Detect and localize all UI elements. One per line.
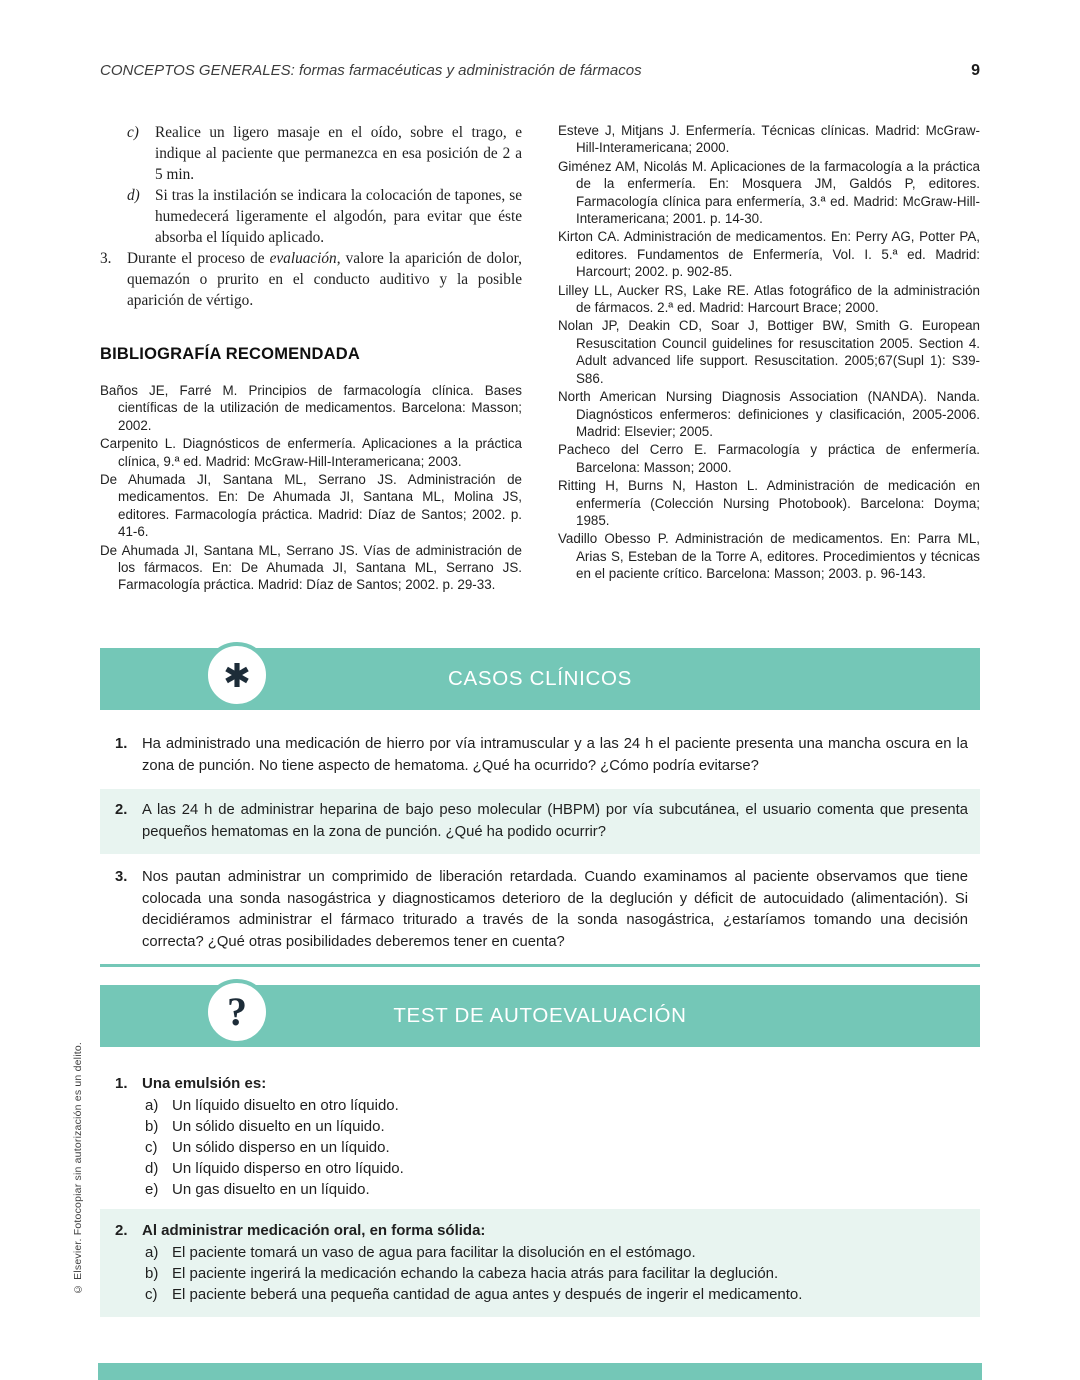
left-column xyxy=(100,122,522,595)
answer-option xyxy=(100,1284,980,1305)
section-divider xyxy=(100,964,980,967)
answer-option xyxy=(100,1179,980,1200)
question-stem xyxy=(100,1220,980,1242)
right-column xyxy=(558,122,980,595)
option-text: El paciente ingerirá la medicación echando la cabeza hacia atrás para facilitar la deglución. xyxy=(172,1265,779,1282)
answer-option xyxy=(100,1116,980,1137)
item-text: Ha administrado una medicación de hierro por vía intramuscular y a las 24 h el paciente presenta una mancha oscura en la zona de punción. No tiene aspecto de hematoma. ¿Qué ha ocurrido? ¿Cómo podría evitarse? xyxy=(142,736,968,774)
question-mark-icon xyxy=(204,979,270,1045)
question-mark-glyph: ? xyxy=(227,989,247,1034)
option-text: Un gas disuelto en un líquido. xyxy=(172,1181,370,1198)
step-marker: 3. xyxy=(100,250,112,267)
answer-option xyxy=(100,1158,980,1179)
option-text: Un sólido disperso en un líquido. xyxy=(172,1139,390,1156)
bibliography-entry: Pacheco del Cerro E. Farmacología y práctica de enfermería. Barcelona: Masson; 2000. xyxy=(558,442,980,475)
option-text: Un líquido disperso en otro líquido. xyxy=(172,1160,404,1177)
step-text: Si tras la instilación se indicara la colocación de tapones, se humedecerá ligeramente el algodón, para evitar que éste absorba el líquido aplicado. xyxy=(155,187,522,246)
bibliography-entry: Ritting H, Burns N, Haston L. Administración de medicación en enfermería (Colección Nursing Photobook). Barcelona: Doyma; 1985. xyxy=(558,478,980,528)
item-text: Nos pautan administrar un comprimido de liberación retardada. Cuando examinamos al paciente observamos que tiene colocada una sonda nasogástrica y diagnosticamos deterioro de la deglución y déficit de autocuidado (alimentación). Si decidiéramos administrar el fármaco triturado a través de la sonda nasogástrica, ¿estaríamos tomando una decisión correcta? ¿Qué otras posibilidades deberemos tener en cuenta? xyxy=(142,869,968,950)
option-text: El paciente tomará un vaso de agua para facilitar la disolución en el estómago. xyxy=(172,1244,696,1261)
self-assessment-banner xyxy=(100,985,980,1047)
question-stem-text: Una emulsión es: xyxy=(142,1075,267,1092)
option-text: El paciente beberá una pequeña cantidad de agua antes y después de ingerir el medicamento. xyxy=(172,1286,803,1303)
procedure-step-3 xyxy=(100,248,522,311)
step-text xyxy=(127,248,522,311)
step-text-pre: Durante el proceso de xyxy=(127,250,270,267)
page-number: 9 xyxy=(971,62,980,79)
clinical-cases-section xyxy=(100,648,980,967)
clinical-case-item xyxy=(100,734,980,777)
item-text: A las 24 h de administrar heparina de bajo peso molecular (HBPM) por vía subcutánea, el usuario comenta que presenta pequeños hematomas en la zona de punción. ¿Qué ha podido ocurrir? xyxy=(142,802,968,840)
item-number: 1. xyxy=(115,736,128,752)
bibliography-entry: Giménez AM, Nicolás M. Aplicaciones de la farmacología a la práctica de la enfermería. En: Mosquera JM, Galdós P, editores. Farmacología clínica para enfermería, 3.ª ed. Madrid: McGraw-Hill-Interamericana; 2001. p. 14-30. xyxy=(558,158,980,227)
step-text-italic: evaluación xyxy=(269,250,337,267)
test-question-2-highlighted xyxy=(100,1209,980,1317)
bibliography-heading: BIBLIOGRAFÍA RECOMENDADA xyxy=(100,345,360,363)
bibliography-entry: North American Nursing Diagnosis Association (NANDA). Nanda. Diagnósticos enfermeros: definiciones y clasificación, 2005-2006. Madrid: Elsevier; 2005. xyxy=(558,389,980,439)
option-letter: b) xyxy=(145,1265,159,1282)
option-text: Un líquido disuelto en otro líquido. xyxy=(172,1097,399,1114)
self-assessment-section xyxy=(100,985,980,1317)
bibliography-entry: De Ahumada JI, Santana ML, Serrano JS. Administración de medicamentos. En: De Ahumada JI, Santana ML, Molina JS, editores. Farmacología práctica. Madrid: Díaz de Santos; 2002. p. 41-6. xyxy=(100,472,522,540)
bibliography-entry: Kirton CA. Administración de medicamentos. En: Perry AG, Potter PA, editores. Fundamentos de Enfermería, Vol. I. 5.ª ed. Madrid: Harcourt; 2002. p. 902-85. xyxy=(558,229,980,280)
option-letter: b) xyxy=(145,1118,159,1135)
option-letter: a) xyxy=(145,1244,159,1261)
bibliography-entry: Carpenito L. Diagnósticos de enfermería. Aplicaciones a la práctica clínica, 9.ª ed. Madrid: McGraw-Hill-Interamericana; 2003. xyxy=(100,436,522,469)
procedure-step-c xyxy=(127,122,522,185)
answer-option xyxy=(100,1242,980,1263)
step-text-post: , valore la aparición de dolor, quemazón o prurito en el conducto auditivo y la posible aparición de vértigo. xyxy=(127,250,522,309)
self-assessment-title: TEST DE AUTOEVALUACIÓN xyxy=(393,1004,687,1027)
test-question-1 xyxy=(100,1073,980,1200)
option-letter: e) xyxy=(145,1181,159,1198)
answer-option xyxy=(100,1263,980,1284)
option-letter: c) xyxy=(145,1286,158,1303)
asterisk-icon xyxy=(204,642,270,708)
question-stem xyxy=(100,1073,980,1095)
two-column-body xyxy=(100,122,980,595)
bibliography-entry: De Ahumada JI, Santana ML, Serrano JS. Vías de administración de los fármacos. En: De Ahumada JI, Santana ML, Serrano JS. Farmacología práctica. Madrid: Díaz de Santos; 2002. p. 29-33. xyxy=(100,542,522,593)
question-number: 2. xyxy=(115,1222,128,1239)
clinical-case-item-highlighted xyxy=(100,789,980,854)
option-letter: d) xyxy=(145,1160,159,1177)
copyright-notice: © Elsevier. Fotocopiar sin autorización es un delito. xyxy=(72,1041,84,1295)
step-text: Realice un ligero masaje en el oído, sobre el trago, e indique al paciente que permanezca en esa posición de 2 a 5 min. xyxy=(155,124,522,183)
item-number: 2. xyxy=(115,802,128,818)
option-letter: c) xyxy=(145,1139,158,1156)
procedure-text xyxy=(100,122,522,311)
answer-option xyxy=(100,1137,980,1158)
bibliography-entry: Vadillo Obesso P. Administración de medicamentos. En: Parra ML, Arias S, Esteban de la Torre A, editores. Procedimientos y técnicas en el paciente crítico. Barcelona: Masson; 2003. p. 96-143. xyxy=(558,531,980,582)
bibliography-entry: Esteve J, Mitjans J. Enfermería. Técnicas clínicas. Madrid: McGraw-Hill-Interamericana; 2000. xyxy=(558,123,980,156)
clinical-cases-banner xyxy=(100,648,980,710)
running-header xyxy=(100,62,980,80)
clinical-cases-title: CASOS CLÍNICOS xyxy=(447,667,633,690)
chapter-title: CONCEPTOS GENERALES: formas farmacéuticas y administración de fármacos xyxy=(100,62,642,79)
asterisk-glyph: ✱ xyxy=(223,655,251,695)
step-marker: c) xyxy=(127,124,139,141)
question-stem-text: Al administrar medicación oral, en forma sólida: xyxy=(142,1222,486,1239)
procedure-step-d xyxy=(127,185,522,248)
item-number: 3. xyxy=(115,869,128,885)
clinical-case-item xyxy=(100,867,980,953)
option-text: Un sólido disuelto en un líquido. xyxy=(172,1118,385,1135)
answer-option xyxy=(100,1095,980,1116)
bibliography-entry: Baños JE, Farré M. Principios de farmacología clínica. Bases científicas de la utilización de medicamentos. Barcelona: Masson; 2002. xyxy=(100,383,522,433)
step-marker: d) xyxy=(127,187,140,204)
bottom-section-band xyxy=(98,1363,982,1380)
bibliography-entry: Nolan JP, Deakin CD, Soar J, Bottiger BW, Smith G. European Resuscitation Council guidelines for resuscitation 2005. Section 4. Adult advanced life support. Resuscitation. 2005;67(Supl 1): S39-S86. xyxy=(558,318,980,386)
option-letter: a) xyxy=(145,1097,159,1114)
bibliography-entry: Lilley LL, Aucker RS, Lake RE. Atlas fotográfico de la administración de fármacos. 2.ª ed. Madrid: Harcourt Brace; 2000. xyxy=(558,282,980,316)
question-number: 1. xyxy=(115,1075,128,1092)
